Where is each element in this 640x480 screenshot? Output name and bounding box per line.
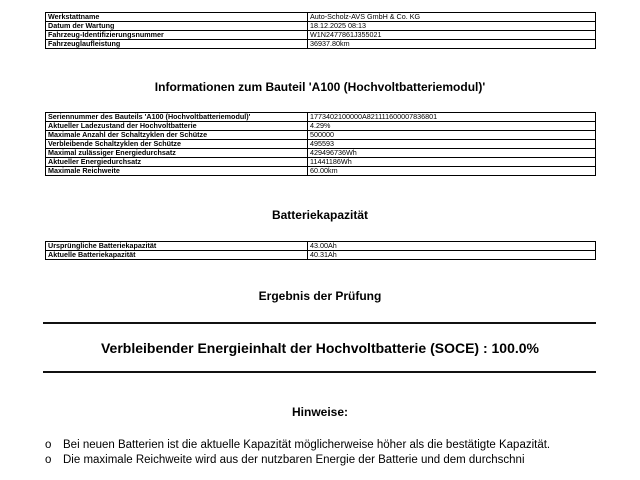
notes-title: Hinweise: (291, 405, 348, 419)
capacity-table (45, 241, 596, 260)
list-item (45, 453, 605, 468)
table-row (46, 131, 596, 140)
table-row (46, 242, 596, 251)
notes-list (45, 438, 605, 468)
note-text: Die maximale Reichweite wird aus der nutzbaren Energie der Batterie und dem durchschni (63, 454, 525, 466)
list-item (45, 438, 605, 453)
row-value: 36937.80km (308, 40, 596, 49)
table-row (46, 149, 596, 158)
divider-bottom (43, 371, 596, 373)
row-label: Maximale Anzahl der Schaltzyklen der Schütze (46, 131, 308, 140)
row-label: Verbleibende Schaltzyklen der Schütze (46, 140, 308, 149)
row-label: Datum der Wartung (46, 22, 308, 31)
divider-top (43, 322, 596, 324)
row-value: W1N2477861J355021 (308, 31, 596, 40)
table-row (46, 22, 596, 31)
soce-result: Verbleibender Energieinhalt der Hochvoltbatterie (SOCE) : 100.0% (100, 340, 539, 356)
note-text: Bei neuen Batterien ist die aktuelle Kapazität möglicherweise höher als die bestätigte Kapazität. (63, 439, 551, 451)
row-value: 18.12.2025 08:13 (308, 22, 596, 31)
row-label: Ursprüngliche Batteriekapazität (46, 242, 308, 251)
row-value: 495593 (308, 140, 596, 149)
bullet-circle-icon: o (45, 439, 52, 451)
workshop-info-table (45, 12, 596, 49)
row-label: Fahrzeug-Identifizierungsnummer (46, 31, 308, 40)
capacity-section-title: Batteriekapazität (271, 208, 369, 222)
row-value: Auto-Scholz-AVS GmbH & Co. KG (310, 12, 421, 21)
table-row (46, 31, 596, 40)
row-value: 500000 (308, 131, 596, 140)
row-label: Maximal zulässiger Energiedurchsatz (46, 149, 308, 158)
row-value: 11441186Wh (308, 158, 596, 167)
table-row (46, 13, 596, 22)
component-section-title: Informationen zum Bauteil 'A100 (Hochvoltbatteriemodul)' (154, 80, 486, 94)
table-row (46, 251, 596, 260)
row-value: 43.00Ah (310, 241, 337, 250)
row-value: 40.31Ah (308, 251, 596, 260)
row-label: Aktuelle Batteriekapazität (46, 251, 308, 260)
table-row (46, 113, 596, 122)
row-value: 4.29% (308, 122, 596, 131)
component-info-table (45, 112, 596, 176)
table-row (46, 40, 596, 49)
row-value: 429496736Wh (308, 149, 596, 158)
row-label: Seriennummer des Bauteils 'A100 (Hochvoltbatteriemodul)' (46, 113, 308, 122)
row-label: Fahrzeuglaufleistung (46, 40, 308, 49)
row-value: 1773402100000A821111600007836801 (310, 112, 438, 121)
table-row (46, 167, 596, 176)
table-row (46, 158, 596, 167)
row-label: Aktueller Ladezustand der Hochvoltbatterie (46, 122, 308, 131)
row-label: Maximale Reichweite (46, 167, 308, 176)
result-section-title: Ergebnis der Prüfung (258, 289, 382, 303)
table-row (46, 122, 596, 131)
row-value: 60.00km (308, 167, 596, 176)
row-label: Aktueller Energiedurchsatz (46, 158, 308, 167)
table-row (46, 140, 596, 149)
row-label: Werkstattname (46, 13, 308, 22)
bullet-circle-icon: o (45, 454, 52, 466)
